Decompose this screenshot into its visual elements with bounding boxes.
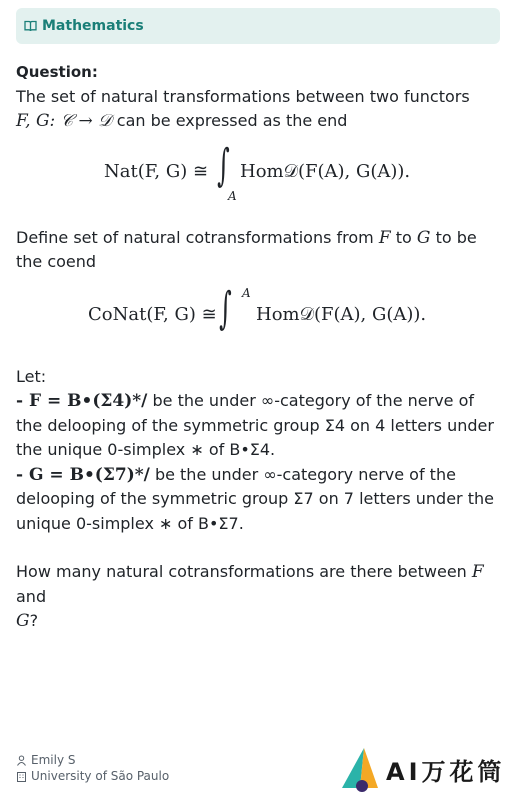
attribution bbox=[16, 752, 169, 784]
question-ask: How many natural cotransformations are there between F and G? bbox=[16, 562, 484, 631]
subject-label: Mathematics bbox=[42, 18, 144, 34]
author-affiliation: University of São Paulo bbox=[31, 769, 170, 783]
building-icon bbox=[16, 771, 27, 782]
book-icon bbox=[24, 20, 37, 32]
end-formula: Nat(F, G) ≅ ∫ A Hom𝒟(F(A), G(A)). bbox=[104, 139, 411, 203]
watermark-logo bbox=[338, 744, 508, 796]
subject-badge bbox=[16, 8, 500, 44]
coend-formula: CoNat(F, G) ≅ ∫ A Hom𝒟(F(A), G(A)). bbox=[88, 282, 427, 334]
question-intro: The set of natural transformations between two functors F, G: 𝒞 → 𝒟 can be expressed as the end bbox=[16, 86, 470, 131]
functor-signature: F, G: 𝒞 → 𝒟 bbox=[16, 111, 112, 131]
question-body bbox=[16, 60, 500, 634]
coend-definition: Define set of natural cotransformations from F to G to be the coend bbox=[16, 227, 477, 271]
kaleidoscope-logo-icon bbox=[338, 744, 386, 796]
let-label: Let: bbox=[16, 366, 47, 386]
question-label: Question: bbox=[16, 63, 98, 81]
definition-F: - F = B•(Σ4)*/ be the under ∞-category of the nerve of the delooping of the symmetric group Σ4 on 4 letters under the unique 0-simplex ∗ of B•Σ4. bbox=[16, 391, 494, 459]
watermark-text: AI万花筒 bbox=[386, 758, 506, 786]
definition-G: - G = B•(Σ7)*/ be the under ∞-category nerve of the delooping of the symmetric group Σ7 on 7 letters under the unique 0-simplex ∗ of B•Σ7. bbox=[16, 464, 494, 533]
person-icon bbox=[16, 755, 27, 766]
author-name: Emily S bbox=[31, 753, 76, 767]
